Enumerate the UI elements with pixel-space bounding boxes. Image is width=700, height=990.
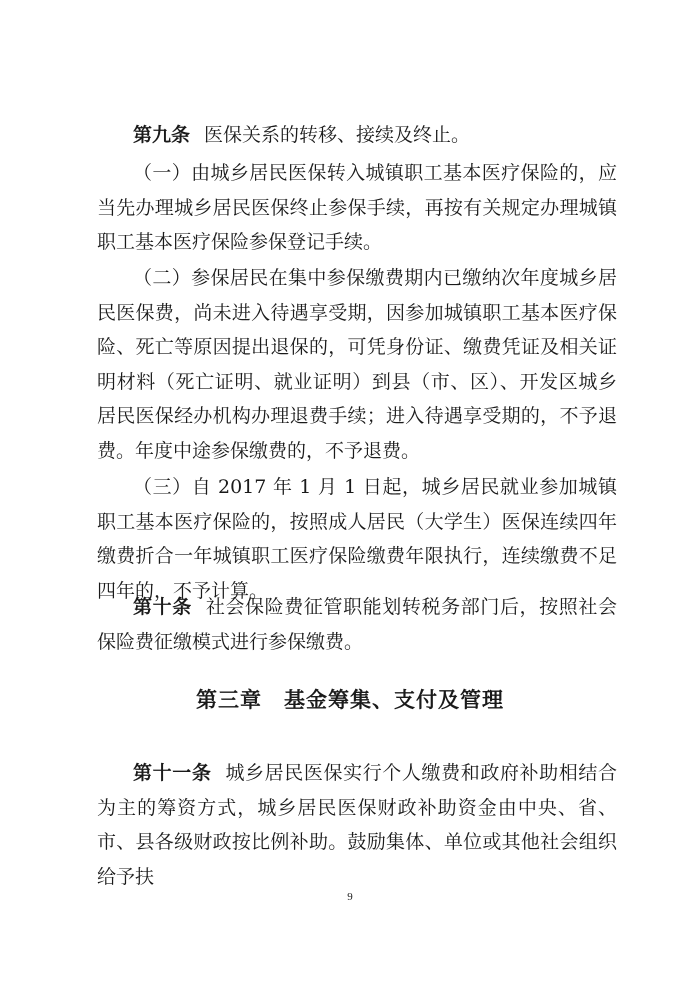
article-11-text: 城乡居民医保实行个人缴费和政府补助相结合为主的筹资方式，城乡居民医保财政补助资金由中央、省、市、县各级财政按比例补助。鼓励集体、单位或其他社会组织给予扶	[97, 762, 617, 888]
article-11-heading: 第十一条	[133, 762, 212, 784]
chapter-number: 第三章	[196, 688, 262, 712]
item-2-paragraph: （二）参保居民在集中参保缴费期内已缴纳次年度城乡居民医保费，尚未进入待遇享受期，因参加城镇职工基本医疗保险、死亡等原因提出退保的，可凭身份证、缴费凭证及相关证明材料（死亡证明、就业证明）到县（市、区）、开发区城乡居民医保经办机构办理退费手续；进入待遇享受期的，不予退费。年度中途参保缴费的，不予退费。	[97, 267, 617, 462]
article-11-paragraph	[97, 756, 617, 894]
chapter-title: 基金筹集、支付及管理	[284, 688, 504, 712]
page-number: 9	[347, 891, 353, 903]
item-3-paragraph: （三）自 2017 年 1 月 1 日起，城乡居民就业参加城镇职工基本医疗保险的，按照成人居民（大学生）医保连续四年缴费折合一年城镇职工医疗保险缴费年限执行，连续缴费不足四年的，不予计算。	[97, 476, 617, 602]
item-1-paragraph: （一）由城乡居民医保转入城镇职工基本医疗保险的，应当先办理城乡居民医保终止参保手续，再按有关规定办理城镇职工基本医疗保险参保登记手续。	[97, 162, 617, 253]
article-9-paragraph	[97, 118, 617, 153]
article-9-text: 医保关系的转移、接续及终止。	[204, 124, 471, 146]
article-9-heading: 第九条	[133, 124, 191, 146]
article-10-text: 社会保险费征管职能划转税务部门后，按照社会保险费征缴模式进行参保缴费。	[97, 596, 617, 653]
article-10-heading: 第十条	[133, 596, 192, 618]
chapter-heading	[0, 684, 700, 714]
article-10-paragraph	[97, 590, 617, 659]
